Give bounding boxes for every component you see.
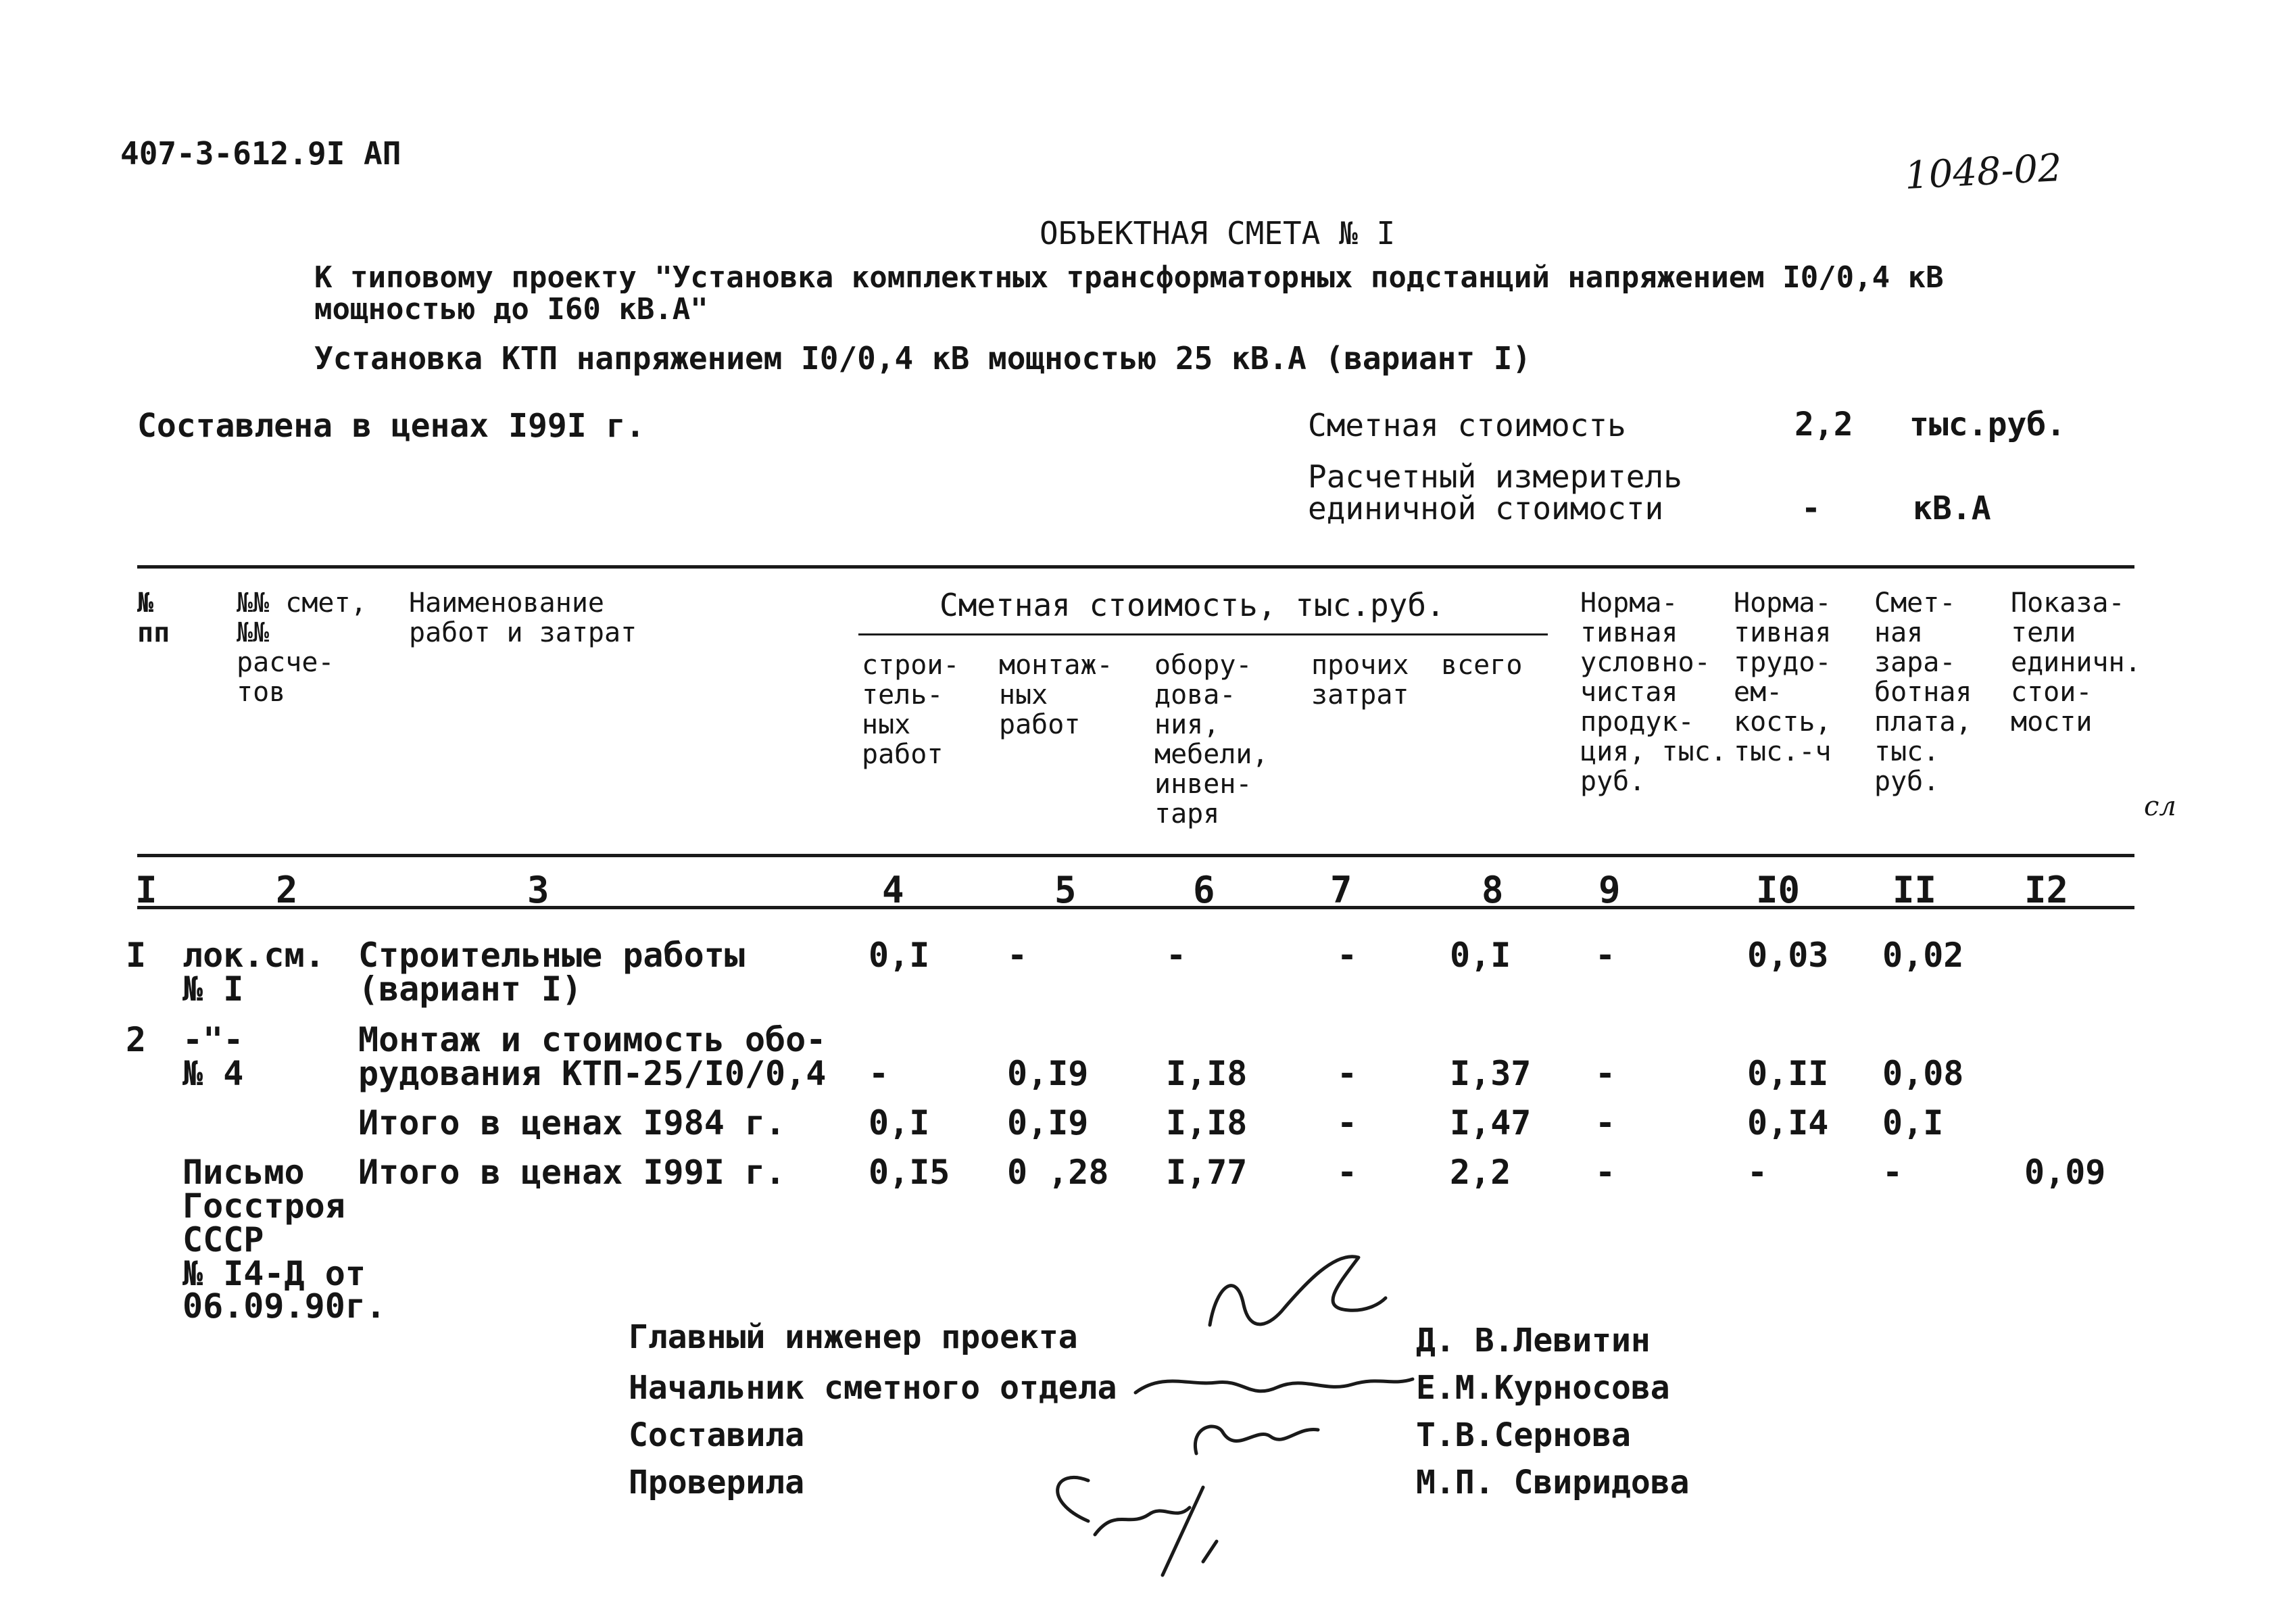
- cell-installation: 0,I9: [1007, 1103, 1089, 1143]
- header-row-number: № пп: [137, 587, 170, 648]
- subtitle-line-3: Установка КТП напряжением I0/0,4 кВ мощностью 25 кВ.А (вариант I): [314, 340, 1532, 377]
- letter-ref: Письмо: [182, 1153, 305, 1192]
- column-number: I2: [2024, 869, 2069, 911]
- column-number: 3: [527, 869, 549, 911]
- header-net-product: Норма- тивная условно- чистая продук- ция, тыс. руб.: [1580, 587, 1727, 797]
- signature-role: Начальник сметного отдела: [629, 1369, 1117, 1407]
- estimated-cost-unit: тыс.руб.: [1909, 406, 2066, 443]
- cell-construction: 0,I: [869, 1103, 930, 1143]
- header-cost-group: Сметная стоимость, тыс.руб.: [939, 587, 1445, 623]
- cell-net-product: -: [1595, 1054, 1616, 1093]
- estimate-ref: лок.см.: [182, 936, 325, 975]
- header-unit-indicators: Показа- тели единичн. стои- мости: [2011, 587, 2141, 738]
- sheet-number: 1048-02: [1903, 145, 2063, 199]
- document-title: ОБЪЕКТНАЯ СМЕТА № I: [1040, 215, 1396, 251]
- work-name: Итого в ценах I984 г.: [358, 1103, 786, 1143]
- column-number: 5: [1054, 869, 1077, 911]
- header-labor: Норма- тивная трудо- ем- кость, тыс.-ч: [1734, 587, 1832, 767]
- cell-other: -: [1337, 1153, 1358, 1192]
- cell-labor: 0,I4: [1747, 1103, 1829, 1143]
- cell-total: 2,2: [1450, 1153, 1511, 1192]
- cell-other: -: [1337, 1054, 1358, 1093]
- cell-equipment: I,77: [1166, 1153, 1248, 1192]
- cell-equipment: I,I8: [1166, 1103, 1248, 1143]
- document-code: 407-3-612.9I АП: [120, 135, 401, 172]
- column-number: 8: [1482, 869, 1504, 911]
- cell-equipment: -: [1166, 936, 1187, 975]
- cell-wages: 0,I: [1882, 1103, 1944, 1143]
- column-number: 9: [1598, 869, 1621, 911]
- row-number: I: [126, 936, 147, 975]
- row-number: 2: [126, 1020, 147, 1059]
- cell-construction: 0,I: [869, 936, 930, 975]
- unit-meter-label-2: единичной стоимости: [1308, 490, 1664, 527]
- letter-ref-line: 06.09.90г.: [182, 1287, 387, 1326]
- column-number: I0: [1756, 869, 1801, 911]
- header-wages: Смет- ная зара- ботная плата, тыс. руб.: [1874, 587, 1972, 797]
- subtitle-line-2: мощностью до I60 кВ.А": [314, 292, 708, 327]
- header-equipment: обору- дова- ния, мебели, инвен- таря: [1154, 650, 1269, 829]
- column-number: 7: [1330, 869, 1352, 911]
- cell-labor: -: [1747, 1153, 1768, 1192]
- signature-stroke-sernova: [1195, 1426, 1318, 1453]
- cell-wages: -: [1882, 1153, 1903, 1192]
- work-name: Итого в ценах I99I г.: [358, 1153, 786, 1192]
- cell-construction: -: [869, 1054, 889, 1093]
- column-number: 6: [1193, 869, 1215, 911]
- header-other: прочих затрат: [1311, 650, 1409, 711]
- work-name-cont: рудования КТП-25/I0/0,4: [358, 1054, 827, 1093]
- cell-construction: 0,I5: [869, 1153, 950, 1192]
- column-number: 4: [882, 869, 904, 911]
- unit-meter-value: -: [1801, 489, 1821, 527]
- estimate-ref: -"-: [182, 1020, 244, 1059]
- unit-meter-label-1: Расчетный измеритель: [1308, 458, 1682, 495]
- cell-net-product: -: [1595, 1153, 1616, 1192]
- signature-name: Т.В.Сернова: [1416, 1416, 1631, 1454]
- header-work-name: Наименование работ и затрат: [409, 587, 637, 648]
- column-number: I: [135, 869, 157, 911]
- signature-stroke-kurnosova: [1135, 1379, 1413, 1393]
- work-name-cont: (вариант I): [358, 969, 583, 1009]
- signature-name: Е.М.Курносова: [1416, 1369, 1670, 1407]
- header-total: всего: [1441, 650, 1523, 681]
- estimate-ref-number: № I: [182, 969, 244, 1009]
- signature-role: Проверила: [629, 1464, 805, 1501]
- subtitle-line-1: К типовому проекту "Установка комплектных трансформаторных подстанций напряжением I0/0,4 кВ: [314, 260, 1944, 295]
- cell-total: I,47: [1450, 1103, 1532, 1143]
- cell-total: I,37: [1450, 1054, 1532, 1093]
- estimated-cost-label: Сметная стоимость: [1308, 407, 1626, 443]
- cell-labor: 0,03: [1747, 936, 1829, 975]
- cell-wages: 0,02: [1882, 936, 1964, 975]
- column-number: 2: [276, 869, 298, 911]
- signature-name: Д. В.Левитин: [1416, 1322, 1651, 1360]
- letter-ref-line: Госстроя: [182, 1186, 345, 1226]
- cell-net-product: -: [1595, 1103, 1616, 1143]
- column-number: II: [1892, 869, 1937, 911]
- cell-net-product: -: [1595, 936, 1616, 975]
- work-name: Строительные работы: [358, 936, 745, 975]
- header-installation: монтаж- ных работ: [999, 650, 1113, 740]
- cell-total: 0,I: [1450, 936, 1511, 975]
- signature-role: Главный инженер проекта: [629, 1318, 1078, 1356]
- cell-installation: 0 ,28: [1007, 1153, 1109, 1192]
- header-estimate-ref: №№ смет, №№ расче- тов: [237, 587, 367, 708]
- cell-equipment: I,I8: [1166, 1054, 1248, 1093]
- cell-unit-indicator: 0,09: [2024, 1153, 2106, 1192]
- signature-name: М.П. Свиридова: [1416, 1464, 1690, 1501]
- signature-stroke-levitin: [1210, 1257, 1386, 1325]
- signature-stroke-sviridova: [1058, 1477, 1217, 1575]
- margin-mark: сл: [2144, 791, 2176, 822]
- cell-labor: 0,II: [1747, 1054, 1829, 1093]
- cell-installation: -: [1007, 936, 1028, 975]
- letter-ref-line: СССР: [182, 1220, 264, 1259]
- cell-other: -: [1337, 936, 1358, 975]
- cell-wages: 0,08: [1882, 1054, 1964, 1093]
- prices-note: Составлена в ценах I99I г.: [137, 407, 645, 445]
- letter-ref-line: № I4-Д от: [182, 1254, 366, 1293]
- estimate-ref-number: № 4: [182, 1054, 244, 1093]
- signature-role: Составила: [629, 1416, 805, 1454]
- work-name: Монтаж и стоимость обо-: [358, 1020, 827, 1059]
- cell-installation: 0,I9: [1007, 1054, 1089, 1093]
- unit-meter-unit: кВ.А: [1913, 489, 1991, 527]
- estimated-cost-value: 2,2: [1794, 406, 1853, 443]
- header-construction: строи- тель- ных работ: [862, 650, 960, 770]
- cell-other: -: [1337, 1103, 1358, 1143]
